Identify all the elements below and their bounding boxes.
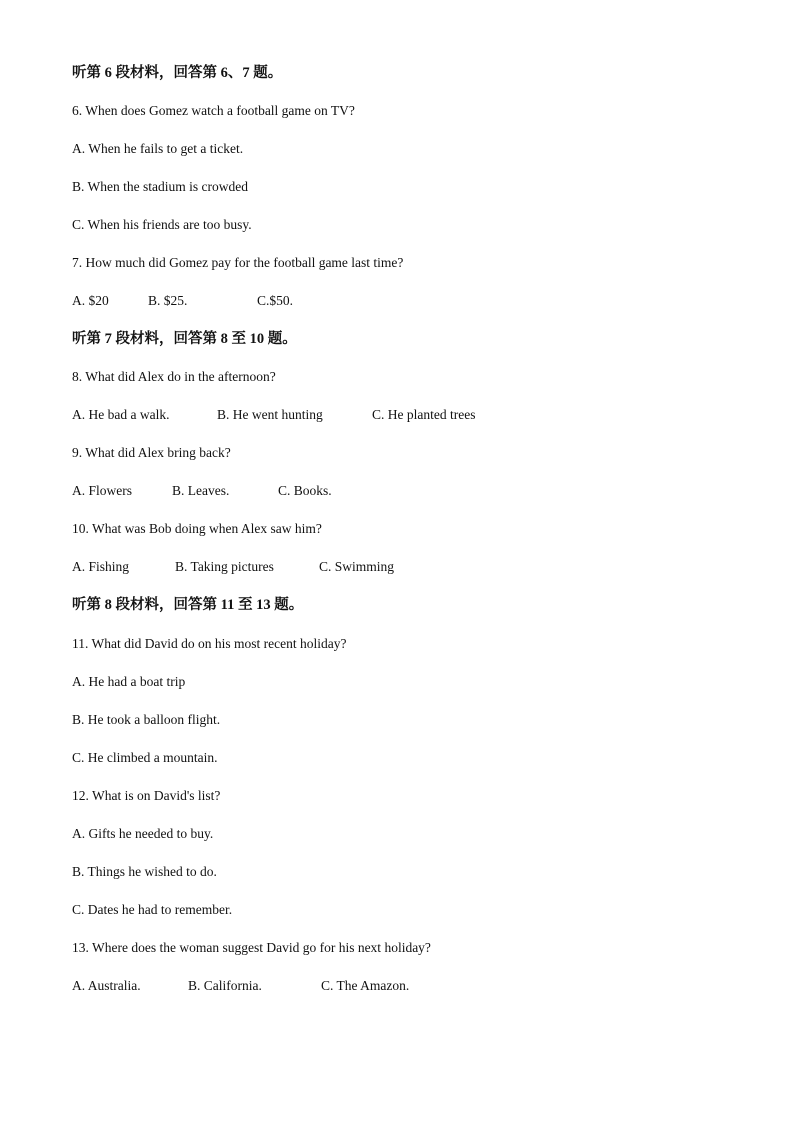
question-11-option-b: B. He took a balloon flight. bbox=[72, 712, 221, 727]
question-7-option-c: C.$50. bbox=[257, 293, 294, 308]
question-11-option-c: C. He climbed a mountain. bbox=[72, 750, 218, 765]
question-10-option-c: C. Swimming bbox=[319, 559, 395, 574]
question-6-option-a: A. When he fails to get a ticket. bbox=[72, 141, 244, 156]
question-6-option-b: B. When the stadium is crowded bbox=[72, 179, 248, 194]
question-8-option-c: C. He planted trees bbox=[372, 407, 476, 422]
question-10: 10. What was Bob doing when Alex saw him? bbox=[72, 521, 322, 536]
question-6-option-c: C. When his friends are too busy. bbox=[72, 217, 252, 232]
question-8-option-b: B. He went hunting bbox=[217, 407, 323, 422]
question-9-option-b: B. Leaves. bbox=[172, 483, 230, 498]
question-7: 7. How much did Gomez pay for the football game last time? bbox=[72, 255, 404, 270]
question-9-option-a: A. Flowers bbox=[72, 483, 132, 498]
question-6: 6. When does Gomez watch a football game on TV? bbox=[72, 103, 355, 118]
question-11: 11. What did David do on his most recent holiday? bbox=[72, 636, 347, 651]
question-11-option-a: A. He had a boat trip bbox=[72, 674, 186, 689]
question-7-option-a: A. $20 bbox=[72, 293, 109, 308]
question-7-option-b: B. $25. bbox=[148, 293, 188, 308]
question-8: 8. What did Alex do in the afternoon? bbox=[72, 369, 276, 384]
question-13: 13. Where does the woman suggest David go for his next holiday? bbox=[72, 940, 431, 955]
question-12-option-a: A. Gifts he needed to buy. bbox=[72, 826, 214, 841]
question-9: 9. What did Alex bring back? bbox=[72, 445, 231, 460]
question-13-option-c: C. The Amazon. bbox=[321, 978, 410, 993]
section-heading-2: 听第 7 段材料，回答第 8 至 10 题。 bbox=[72, 331, 297, 347]
question-12-option-c: C. Dates he had to remember. bbox=[72, 902, 233, 917]
question-8-option-a: A. He bad a walk. bbox=[72, 407, 170, 422]
question-10-option-a: A. Fishing bbox=[72, 559, 130, 574]
question-12-option-b: B. Things he wished to do. bbox=[72, 864, 217, 879]
question-9-option-c: C. Books. bbox=[278, 483, 332, 498]
question-12: 12. What is on David's list? bbox=[72, 788, 221, 803]
section-heading-1: 听第 6 段材料，回答第 6、7 题。 bbox=[72, 65, 283, 81]
section-heading-3: 听第 8 段材料，回答第 11 至 13 题。 bbox=[72, 597, 304, 613]
question-13-option-a: A. Australia. bbox=[72, 978, 141, 993]
question-10-option-b: B. Taking pictures bbox=[175, 559, 274, 574]
question-13-option-b: B. California. bbox=[188, 978, 262, 993]
